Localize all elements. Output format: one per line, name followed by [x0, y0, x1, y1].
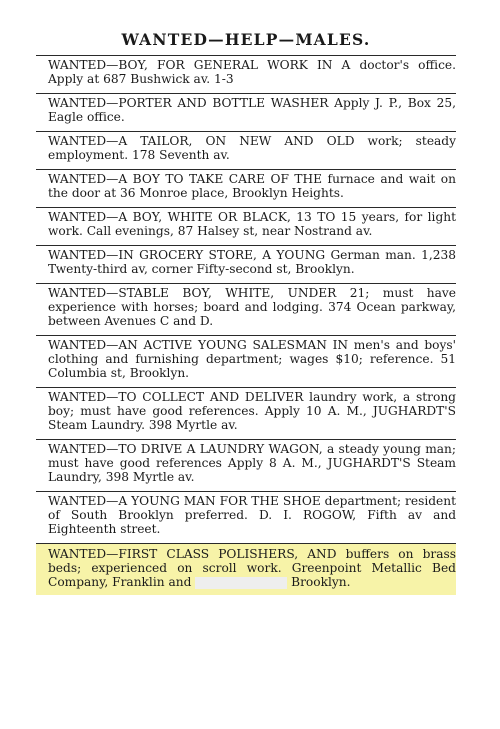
section-heading: WANTED—HELP—MALES. — [121, 30, 371, 49]
ad-item: WANTED—TO DRIVE A LAUNDRY WAGON, a steady young man; must have good references Apply 8 A. M., JUGHARDT'S Steam Laundry, 398 Myrtle av. — [36, 439, 456, 487]
ad-item: WANTED—AN ACTIVE YOUNG SALESMAN IN men's and boys' clothing and furnishing department; wages $10; reference. 51 Columbia st, Brooklyn. — [36, 335, 456, 383]
ad-item: WANTED—PORTER AND BOTTLE WASHER Apply J. P., Box 25, Eagle office. — [36, 93, 456, 127]
highlighted-ad-text-end: Brooklyn. — [291, 575, 351, 589]
highlighted-ad-text: WANTED—FIRST CLASS POLISHERS, AND buffers on brass beds; experienced on scroll work. Greenpoint Metallic Bed Company, Franklin and — [48, 547, 456, 589]
highlighted-ad — [36, 543, 456, 595]
ad-item: WANTED—TO COLLECT AND DELIVER laundry work, a strong boy; must have good references. Apply 10 A. M., JUGHARDT'S Steam Laundry. 398 Myrtle av. — [36, 387, 456, 435]
ad-item: WANTED—A BOY TO TAKE CARE OF THE furnace and wait on the door at 36 Monroe place, Brooklyn Heights. — [36, 169, 456, 203]
ads-list — [36, 55, 456, 595]
ad-item: WANTED—A YOUNG MAN FOR THE SHOE department; resident of South Brooklyn preferred. D. I. ROGOW, Fifth av and Eighteenth street. — [36, 491, 456, 539]
redacted-region — [195, 577, 287, 589]
ad-item: WANTED—A BOY, WHITE OR BLACK, 13 TO 15 years, for light work. Call evenings, 87 Halsey st, near Nostrand av. — [36, 207, 456, 241]
ad-item: WANTED—A TAILOR, ON NEW AND OLD work; steady employment. 178 Seventh av. — [36, 131, 456, 165]
ad-item: WANTED—BOY, FOR GENERAL WORK IN A doctor's office. Apply at 687 Bushwick av. 1-3 — [36, 55, 456, 89]
ad-item: WANTED—IN GROCERY STORE, A YOUNG German man. 1,238 Twenty-third av, corner Fifty-second st, Brooklyn. — [36, 245, 456, 279]
ad-item: WANTED—STABLE BOY, WHITE, UNDER 21; must have experience with horses; board and lodging. 374 Ocean parkway, between Avenues C and D. — [36, 283, 456, 331]
classified-column — [36, 22, 456, 599]
